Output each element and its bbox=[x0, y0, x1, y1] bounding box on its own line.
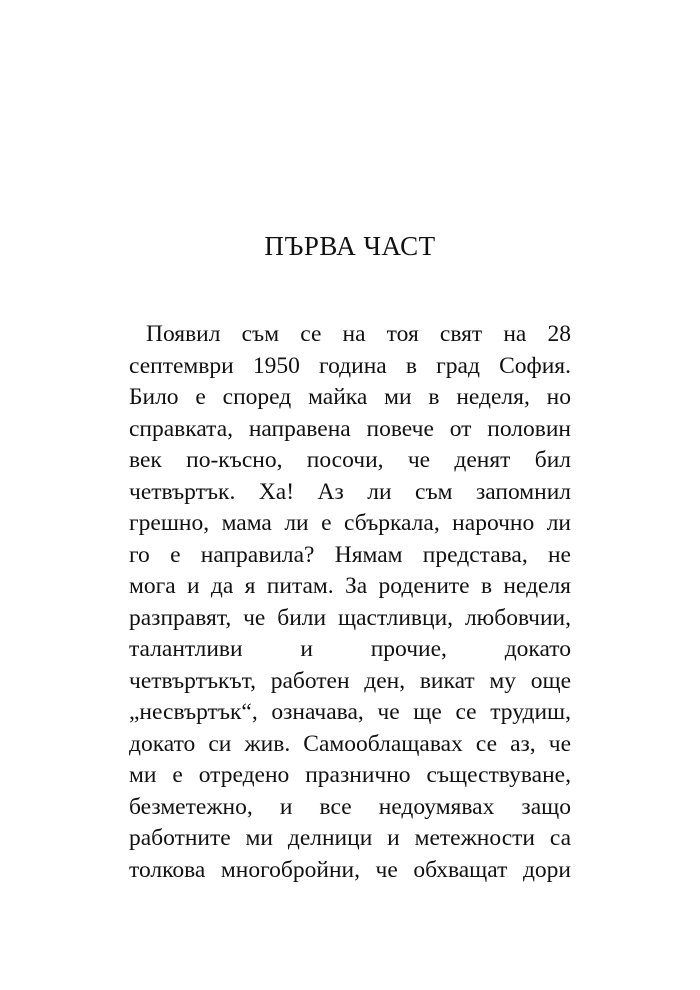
text-line: талантливи и прочие, докато bbox=[129, 636, 571, 662]
text-line: септември 1950 година в град София. bbox=[129, 352, 571, 379]
text-line: разправят, че били щастливци, любовчии, bbox=[129, 604, 571, 631]
text-line: безметежно, и все недоумявах защо bbox=[129, 793, 571, 820]
text-line: докато си жив. Самооблащавах се аз, че bbox=[129, 730, 571, 757]
text-line: мога и да я питам. За родените в неделя bbox=[129, 573, 571, 599]
text-line: четвъртък. Ха! Аз ли съм запомнил bbox=[129, 478, 571, 505]
paragraph bbox=[129, 319, 571, 886]
text-line: четвъртъкът, работен ден, викат му още bbox=[129, 667, 571, 694]
text-line: го е направила? Нямам представа, не bbox=[129, 541, 571, 568]
text-line: работните ми делници и метежности са bbox=[129, 825, 571, 851]
text-line: „несвъртък“, означава, че ще се трудиш, bbox=[129, 699, 571, 725]
text-line: Било е според майка ми в неделя, но bbox=[129, 384, 571, 410]
text-line: справката, направена повече от половин bbox=[129, 415, 571, 442]
text-line: век по-късно, посочи, че денят бил bbox=[129, 447, 571, 473]
text-line: Появил съм се на тоя свят на 28 bbox=[146, 321, 571, 347]
text-line: ми е отредено празнично съществуване, bbox=[129, 762, 571, 788]
chapter-title: ПЪРВА ЧАСТ bbox=[264, 231, 436, 261]
text-line: толкова многобройни, че обхващат дори bbox=[129, 856, 571, 883]
text-line: грешно, мама ли е сбъркала, нарочно ли bbox=[129, 510, 571, 536]
